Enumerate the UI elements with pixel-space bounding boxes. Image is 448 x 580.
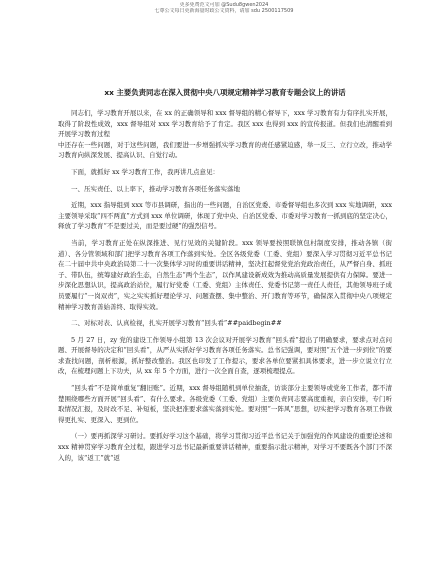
paragraph-4: 近期，xxx 指导组到 xxx 等市县调研，指出的一些问题，自治区党委、市委督导组也多次到 xxx 实地调研，xxx 主要领导采取“四不两直”方式到 xxx 单位调研，体现了党中央、自治区党委、市委对学习教育一抓到底的坚定决心，释放了学习教育“不是要过关，而是要过硬”的强烈信号。 <box>58 201 392 231</box>
document-title: xx 主要负责同志在深入贯彻中央八项规定精神学习教育专题会议上的讲话 <box>104 88 346 97</box>
header-line-2: 七尊公文每日更新海量时政公文资料，请加 sdu 2500117509 <box>154 8 294 14</box>
paragraph-6: 5 月 27 日，zy 党的建设工作领导小组第 13 次会议对开展学习教育“回头看”提出了明确要求，要求点对点问题、开展督导的决定和“回头看”，从严从实抓好学习教育各项任务落实。总书记强调，要对照“五个进一步到位”的要求查找问题，剖析根源，抓好整改整治。我区也印发了工作提示，要求各单位要紧扣具体要求，进一步立说立行立改，在梳理问题上下功夫，从 xx 年 5 个方面，进行一次全面自查，逐项梳理提点。 <box>58 335 392 376</box>
section-heading-1: 一、压实责任、以上率下，推动学习教育各项任务落实落地 <box>71 184 240 193</box>
paragraph-5: 当前，学习教育正处在纵深推进、见行见效的关键阶段。xxx 领导要按照联镇包村制度安排，推动各镇（街道）、各分管领域和部门把学习教育各项工作落到实处。全区各级党委（工委、党组）要深入学习贯彻习近平总书记在二十届中共中央政治局第二十一次集体学习时的重要讲话精神，坚决扛起督党党治党政治责任，从严督自身、抓班子、带队伍，统筹建好政治生态，自然生态“两个生态”，以作风建设新成效为推动高质量发展提供有力保障。要进一步深化思想认识，提高政治站位，履行好党委（工委、党组）主体责任、党委书记第一责任人责任，其他领导班子成员要履行“一岗双责”，实之实实抓好理论学习、问题查摆、集中整治、开门教育等环节，确保深入贯彻中央八项规定精神学习教育善始善终、取得实效。 <box>58 238 392 311</box>
page-header <box>0 0 448 20</box>
paragraph-1: 同志们，学习教育开展以来，在 xx 的正确领导和 xxx 督导组的精心督导下，xxx 学习教育有力有序扎实开展，取得了阶段性成效，xxx 督导组对 xxx 学习教育给予了肯定。我区 xxx 也得到 xxx 的宣传报道。但我们也清醒看到开展学习教育过程 <box>58 109 392 139</box>
paragraph-3: 下面，就抓好 xx 学习教育工作，我再讲几点意见： <box>71 167 219 176</box>
paragraph-8: （一）要再抓深学习研讨。要抓好学习这个基础，将学习贯彻习近平总书记关于加强党的作风建设的重要论述和 xxx 精神贯穿学习教育全过程，跟进学习总书记最新重要讲话精神，重要指示批示精神，对学习不要既各个部门不深入的，该“返工”就“返 <box>58 432 392 462</box>
document-body <box>58 88 392 469</box>
header-line-1: 更多免费范文可加 @Sudu8gwen2024 <box>179 2 269 8</box>
section-heading-2: 二、对标对表、认真检视，扎实开展学习教育“回头看”##paidbegin## <box>71 319 282 328</box>
paragraph-7: “回头看”不是简单重复“翻旧账”。近期，xxx 督导组随机到单位抽查，访谈部分主要领导或党务工作者，都不清楚围绕哪些方面开展“回头看”、有什么要求。各级党委（工委、党组）主要负责同志要高度重视，亲自安排，专门听取情况汇报，及时改不足、补短板，坚决把准要求落实落到实处。要对照“一阵风”思想，切实把学习教育各项工作做得更扎实、更深入、更到位。 <box>58 384 392 424</box>
paragraph-2: 中还存在一些问题，对于这些问题，我们要进一步增强抓实学习教育的责任感紧迫感，举一反三、立行立改，推动学习教育向纵深发展、提高认识、自觉行动。 <box>58 140 392 160</box>
